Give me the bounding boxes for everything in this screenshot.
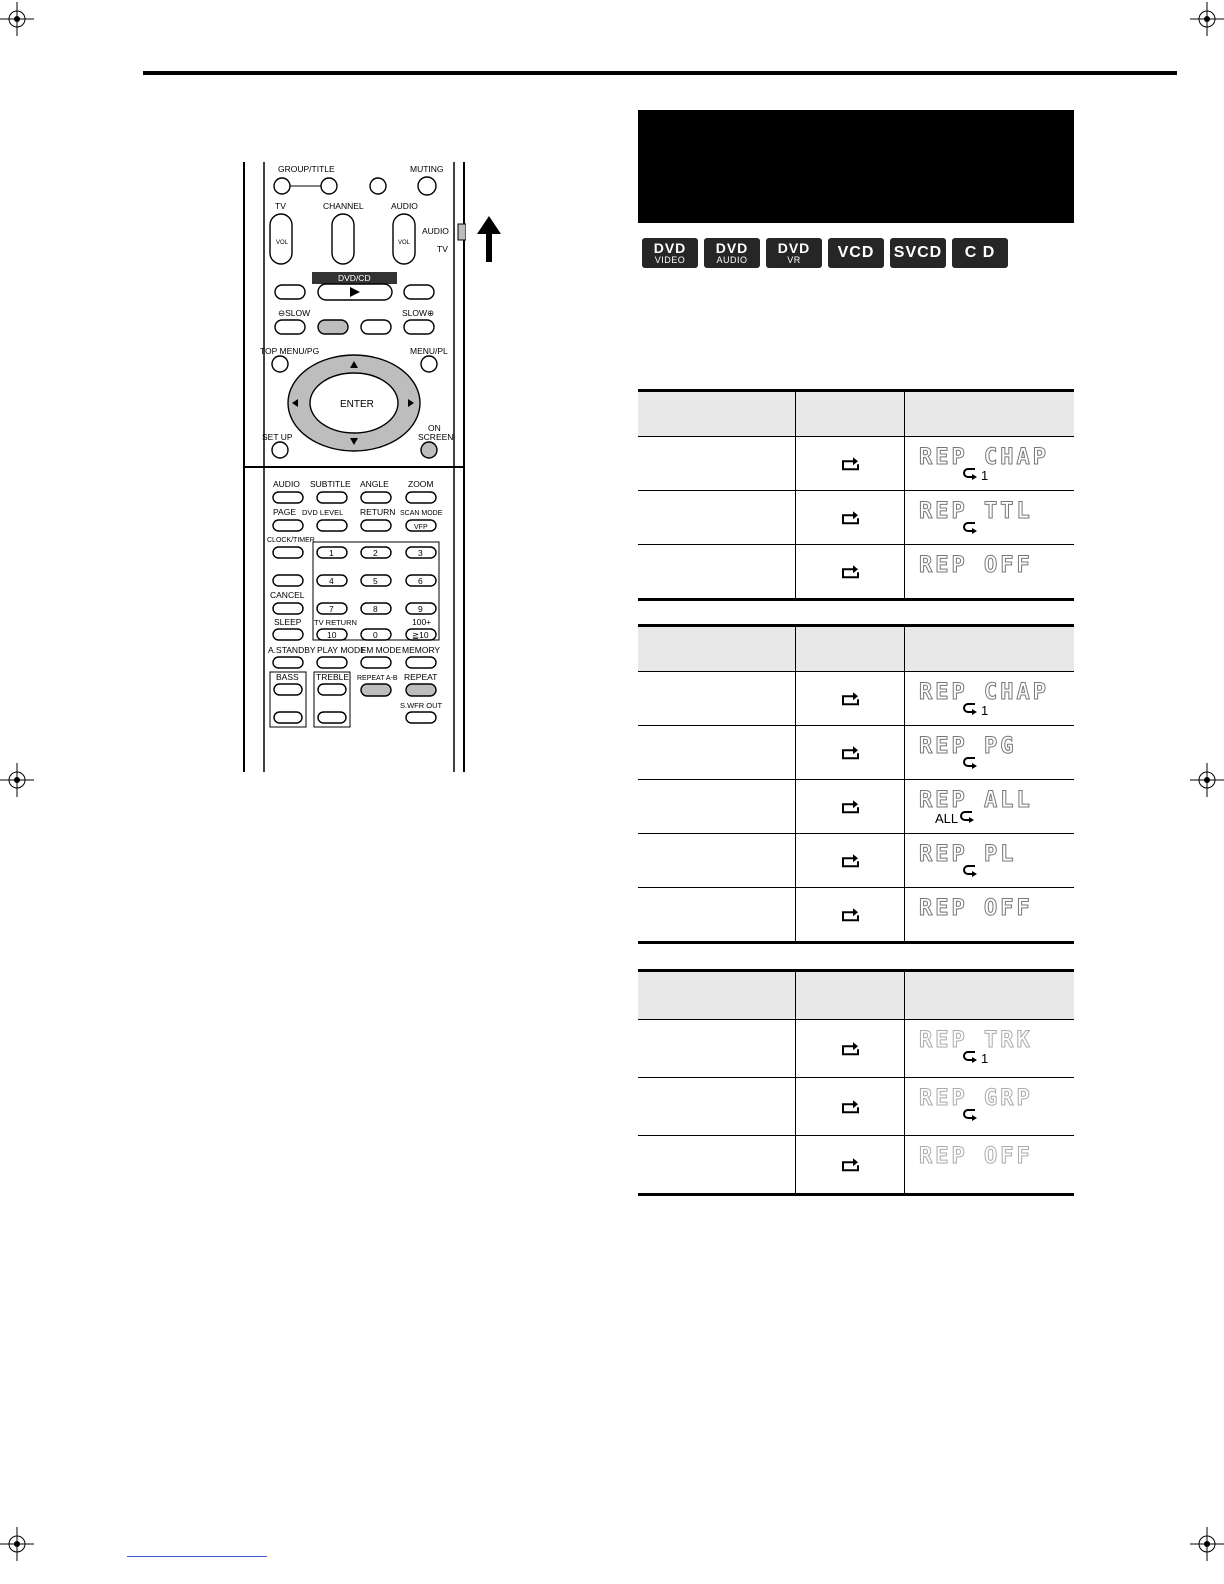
display-cell — [904, 545, 1074, 598]
table-row — [638, 780, 1074, 834]
treble-plus-button[interactable] — [318, 684, 346, 695]
stop-button[interactable] — [318, 320, 348, 334]
lcd-display-text: REP CHAP — [919, 680, 1049, 705]
registration-mark-icon — [0, 763, 34, 797]
fm-mode-button[interactable] — [361, 657, 391, 668]
display-cell — [904, 780, 1074, 833]
table-row — [638, 888, 1074, 944]
loop-indicator — [935, 810, 976, 827]
audio-volume-rocker[interactable] — [393, 214, 415, 264]
loop-indicator — [963, 467, 988, 484]
digit-label: 4 — [329, 576, 334, 586]
next-button[interactable] — [404, 285, 434, 299]
memory-label: MEMORY — [402, 645, 441, 655]
angle-button[interactable] — [361, 492, 391, 503]
step-cell — [638, 888, 795, 941]
display-cell — [904, 834, 1074, 887]
audio-vol-label: AUDIO — [391, 201, 418, 211]
table-row — [638, 726, 1074, 780]
sleep-label: SLEEP — [274, 617, 302, 627]
loop-indicator — [963, 1050, 988, 1067]
repeat-table-dvd-vr — [638, 624, 1074, 944]
table-row — [638, 545, 1074, 601]
button-cell — [795, 491, 904, 544]
muting-button[interactable] — [418, 177, 436, 195]
treble-label: TREBLE — [316, 672, 350, 682]
lcd-display-text: REP CHAP — [919, 445, 1049, 470]
display-cell — [904, 1136, 1074, 1193]
menu-pl-label: MENU/PL — [410, 346, 448, 356]
repeat-table-cd — [638, 969, 1074, 1196]
step-cell — [638, 1078, 795, 1135]
ten-label: 10 — [327, 630, 337, 640]
lcd-display-text: REP PL — [919, 842, 1017, 867]
repeat-icon — [839, 690, 861, 706]
repeat-table-dvd-video — [638, 389, 1074, 601]
page-button[interactable] — [273, 520, 303, 531]
dvd-level-label: DVD LEVEL — [302, 508, 344, 517]
play-mode-button[interactable] — [317, 657, 347, 668]
display-cell — [904, 1020, 1074, 1077]
clock-timer-label: CLOCK/TIMER — [267, 537, 315, 544]
badge-cd: C D — [952, 238, 1008, 268]
loop-sub-text: 1 — [981, 1051, 989, 1066]
table-row — [638, 672, 1074, 726]
lcd-display-text: REP TRK — [919, 1028, 1033, 1053]
badge-dvd-vr: DVD VR — [766, 238, 822, 268]
play-mode-label: PLAY MODE — [317, 645, 366, 655]
repeat-icon — [839, 852, 861, 868]
table-row — [638, 491, 1074, 545]
cancel-button[interactable] — [273, 603, 303, 614]
repeat-ab-button[interactable] — [361, 684, 391, 696]
badge-vcd: VCD — [828, 238, 884, 268]
on-screen-button[interactable] — [421, 442, 437, 458]
table-row — [638, 437, 1074, 491]
top-menu-button[interactable] — [272, 356, 288, 372]
enter-label: ENTER — [340, 399, 374, 410]
loop-indicator — [963, 702, 988, 719]
ge10-label: ≧10 — [412, 630, 429, 640]
zoom-button[interactable] — [406, 492, 436, 503]
button-cell — [795, 672, 904, 725]
digit-label: 1 — [329, 548, 334, 558]
registration-mark-icon — [1190, 763, 1224, 797]
zero-label: 0 — [373, 630, 378, 640]
switch-audio-label: AUDIO — [422, 226, 449, 236]
a-standby-button[interactable] — [273, 657, 303, 668]
return-button[interactable] — [361, 520, 391, 531]
loop-icon — [960, 810, 976, 827]
step-cell — [638, 491, 795, 544]
display-cell — [904, 1078, 1074, 1135]
registration-mark-icon — [1190, 2, 1224, 36]
table-row — [638, 1136, 1074, 1196]
table-header — [638, 389, 1074, 437]
clock-timer-button[interactable] — [273, 547, 303, 558]
repeat-icon — [839, 744, 861, 760]
repeat-icon — [839, 798, 861, 814]
lcd-display-text: REP TTL — [919, 499, 1033, 524]
table-row — [638, 834, 1074, 888]
step-cell — [638, 1020, 795, 1077]
table-header — [638, 969, 1074, 1020]
registration-mark-icon — [0, 1527, 34, 1561]
digit-label: 6 — [418, 576, 423, 586]
a-standby-label: A.STANDBY — [268, 645, 316, 655]
vfp-label: VFP — [414, 524, 428, 531]
zoom-label: ZOOM — [408, 479, 434, 489]
arrow-up-icon — [474, 214, 504, 264]
loop-icon — [963, 864, 979, 881]
tv-volume-rocker[interactable] — [270, 214, 292, 264]
dvd-cd-label: DVD/CD — [338, 273, 371, 283]
vol-label: VOL — [398, 240, 411, 246]
display-cell — [904, 726, 1074, 779]
audio-label: AUDIO — [273, 479, 300, 489]
loop-indicator — [963, 521, 981, 538]
group-title-label: GROUP/TITLE — [278, 164, 335, 174]
footer-underline — [127, 1556, 267, 1557]
bass-label: BASS — [276, 672, 299, 682]
repeat-icon — [839, 1156, 861, 1172]
fast-forward-button[interactable] — [404, 320, 434, 334]
lcd-display-text: REP GRP — [919, 1086, 1033, 1111]
repeat-label: REPEAT — [404, 672, 438, 682]
button-cell — [795, 437, 904, 490]
display-cell — [904, 491, 1074, 544]
repeat-button[interactable] — [406, 684, 436, 696]
table-header — [638, 624, 1074, 672]
remote-control-illustration — [240, 162, 466, 772]
switch-tv-label: TV — [437, 244, 448, 254]
channel-label: CHANNEL — [323, 201, 364, 211]
swfr-out-button[interactable] — [406, 712, 436, 723]
on-label: ON — [428, 423, 441, 433]
badge-svcd: SVCD — [890, 238, 946, 268]
menu-pl-button[interactable] — [421, 356, 437, 372]
rewind-button[interactable] — [275, 320, 305, 334]
button-cell — [795, 726, 904, 779]
digit-label: 2 — [373, 548, 378, 558]
step-cell — [638, 672, 795, 725]
group-next-button[interactable] — [321, 178, 337, 194]
lcd-display-text: REP PG — [919, 734, 1017, 759]
blank-button[interactable] — [273, 575, 303, 586]
badge-dvd-video: DVD VIDEO — [642, 238, 698, 268]
loop-sub-text: 1 — [981, 703, 989, 718]
button-cell — [795, 545, 904, 598]
muting-label: MUTING — [410, 164, 444, 174]
loop-sub-text: ALL — [935, 811, 959, 826]
tv-vol-label: TV — [275, 201, 286, 211]
loop-icon — [963, 1108, 979, 1125]
subtitle-button[interactable] — [317, 492, 347, 503]
lcd-display-text: REP OFF — [919, 553, 1033, 578]
slow-minus-label: ⊖SLOW — [278, 308, 311, 318]
memory-button[interactable] — [406, 657, 436, 668]
registration-mark-icon — [1190, 1527, 1224, 1561]
lcd-display-text: REP ALL — [919, 788, 1033, 813]
top-rule — [143, 71, 1177, 75]
repeat-icon — [839, 906, 861, 922]
loop-indicator — [963, 864, 981, 881]
repeat-icon — [839, 509, 861, 525]
button-cell — [795, 780, 904, 833]
slow-plus-label: SLOW⊕ — [402, 308, 435, 318]
top-menu-label: TOP MENU/PG — [260, 346, 320, 356]
loop-indicator — [963, 1108, 981, 1125]
digit-label: 5 — [373, 576, 378, 586]
bass-plus-button[interactable] — [274, 684, 302, 695]
button-cell — [795, 834, 904, 887]
registration-mark-icon — [0, 2, 34, 36]
pause-button[interactable] — [361, 320, 391, 334]
tv-return-label: TV RETURN — [314, 618, 357, 627]
step-cell — [638, 437, 795, 490]
subtitle-label: SUBTITLE — [310, 479, 351, 489]
repeat-icon — [839, 1040, 861, 1056]
button-cell — [795, 1078, 904, 1135]
digit-label: 8 — [373, 604, 378, 614]
dvd-level-button[interactable] — [317, 520, 347, 531]
badge-dvd-audio: DVD AUDIO — [704, 238, 760, 268]
loop-indicator — [963, 756, 981, 773]
bass-minus-button[interactable] — [274, 712, 302, 723]
loop-icon — [963, 702, 979, 719]
loop-icon — [963, 467, 979, 484]
display-cell — [904, 437, 1074, 490]
loop-icon — [963, 521, 979, 538]
disc-type-badges — [642, 238, 1008, 268]
button-cell — [795, 888, 904, 941]
return-label: RETURN — [360, 507, 396, 517]
digit-label: 7 — [329, 604, 334, 614]
loop-icon — [963, 1050, 979, 1067]
digit-label: 3 — [418, 548, 423, 558]
repeat-icon — [839, 455, 861, 471]
setup-button[interactable] — [272, 442, 288, 458]
audio-tv-switch[interactable] — [458, 224, 466, 240]
repeat-icon — [839, 563, 861, 579]
angle-label: ANGLE — [360, 479, 389, 489]
table-row — [638, 1020, 1074, 1078]
scan-mode-label: SCAN MODE — [400, 510, 443, 517]
screen-label: SCREEN — [418, 432, 454, 442]
back-button[interactable] — [370, 178, 386, 194]
step-cell — [638, 726, 795, 779]
sleep-button[interactable] — [273, 629, 303, 640]
cancel-label: CANCEL — [270, 590, 305, 600]
page-label: PAGE — [273, 507, 296, 517]
group-prev-button[interactable] — [274, 178, 290, 194]
hundred-plus-label: 100+ — [412, 617, 432, 627]
vol-label: VOL — [276, 240, 289, 246]
digit-label: 9 — [418, 604, 423, 614]
loop-sub-text: 1 — [981, 468, 989, 483]
fm-mode-label: FM MODE — [361, 645, 402, 655]
loop-icon — [963, 756, 979, 773]
step-cell — [638, 780, 795, 833]
audio-button[interactable] — [273, 492, 303, 503]
repeat-icon — [839, 1098, 861, 1114]
repeat-ab-label: REPEAT A-B — [357, 675, 398, 682]
button-cell — [795, 1136, 904, 1193]
display-cell — [904, 672, 1074, 725]
lcd-display-text: REP OFF — [919, 1144, 1033, 1169]
digit-buttons — [317, 547, 436, 614]
setup-label: SET UP — [262, 432, 293, 442]
section-title-bar — [638, 110, 1074, 223]
previous-button[interactable] — [275, 285, 305, 299]
channel-rocker[interactable] — [332, 214, 354, 264]
step-cell — [638, 834, 795, 887]
button-cell — [795, 1020, 904, 1077]
swfr-out-label: S.WFR OUT — [400, 701, 443, 710]
lcd-display-text: REP OFF — [919, 896, 1033, 921]
display-cell — [904, 888, 1074, 941]
treble-minus-button[interactable] — [318, 712, 346, 723]
step-cell — [638, 545, 795, 598]
step-cell — [638, 1136, 795, 1193]
table-row — [638, 1078, 1074, 1136]
